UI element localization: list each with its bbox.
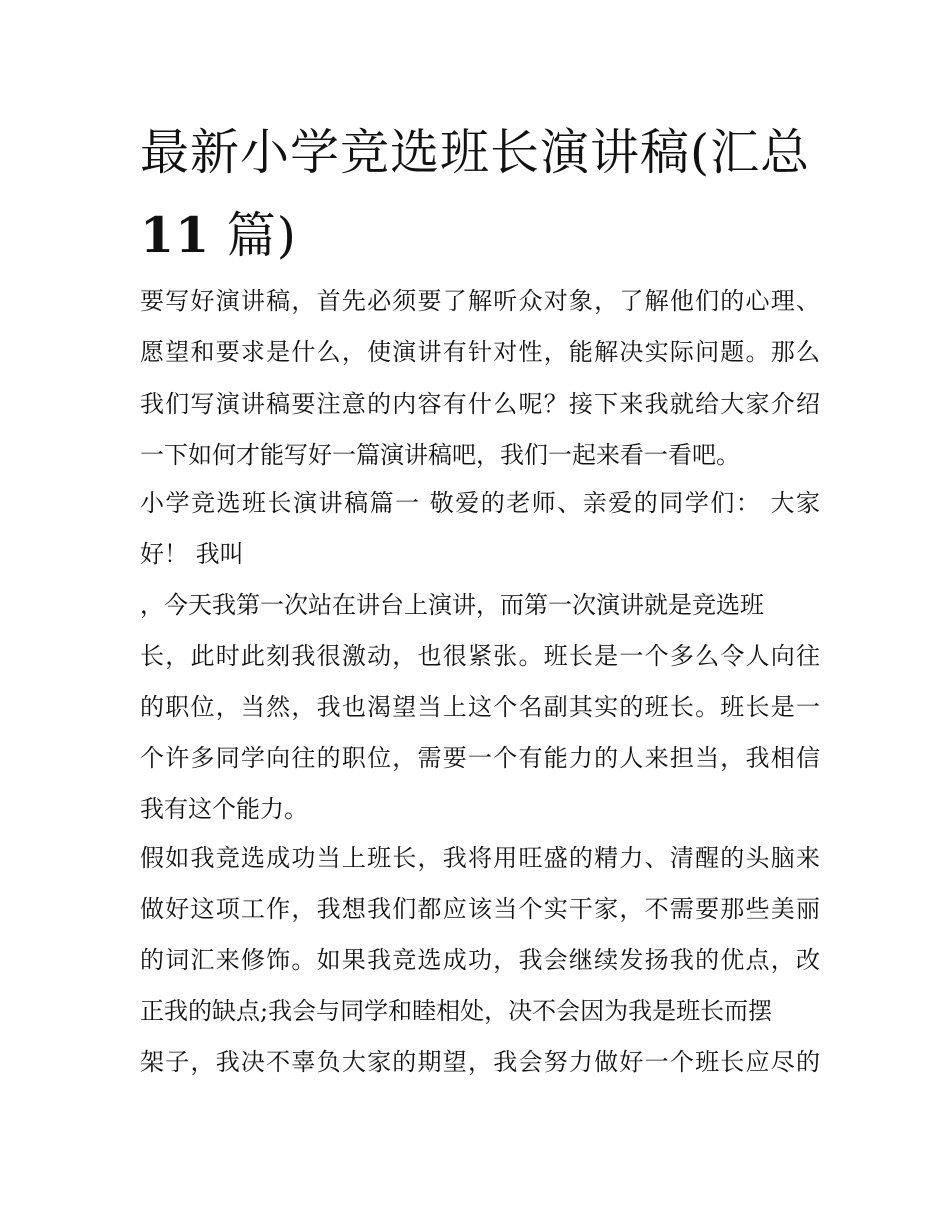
- document-title: [140, 112, 820, 277]
- body-line: 要写好演讲稿，首先必须要了解听众对象，了解他们的心理、: [140, 287, 820, 315]
- title-count: 11: [140, 206, 211, 264]
- title-line-1: 最新小学竞选班长演讲稿(汇总: [140, 124, 811, 181]
- body-line: 的词汇来修饰。如果我竞选成功，我会继续发扬我的优点，改: [140, 946, 820, 974]
- body-line: 架子，我决不辜负大家的期望，我会努力做好一个班长应尽的: [140, 1048, 820, 1076]
- body-line: 小学竞选班长演讲稿篇一 敬爱的老师、亲爱的同学们： 大家: [140, 489, 820, 517]
- title-line-2: 篇): [210, 207, 297, 264]
- body-line: 我有这个能力。: [140, 795, 308, 823]
- body-line: 个许多同学向往的职位，需要一个有能力的人来担当，我相信: [140, 744, 820, 772]
- body-line: 愿望和要求是什么，使演讲有针对性，能解决实际问题。那么: [140, 338, 820, 366]
- body-line: 我们写演讲稿要注意的内容有什么呢？接下来我就给大家介绍: [140, 390, 820, 418]
- body-line: 长，此时此刻我很激动，也很紧张。班长是一个多么令人向往: [140, 642, 820, 670]
- body-line: 好！ 我叫: [140, 540, 244, 568]
- body-line: 做好这项工作，我想我们都应该当个实干家，不需要那些美丽: [140, 895, 820, 923]
- body-line: 的职位，当然，我也渴望当上这个名副其实的班长。班长是一: [140, 693, 820, 721]
- body-line: ，今天我第一次站在讲台上演讲，而第一次演讲就是竞选班: [140, 591, 764, 619]
- body-line: 正我的缺点;我会与同学和睦相处，决不会因为我是班长而摆: [140, 997, 773, 1025]
- body-line: 一下如何才能写好一篇演讲稿吧，我们一起来看一看吧。: [140, 441, 740, 469]
- body-line: 假如我竞选成功当上班长，我将用旺盛的精力、清醒的头脑来: [140, 844, 820, 872]
